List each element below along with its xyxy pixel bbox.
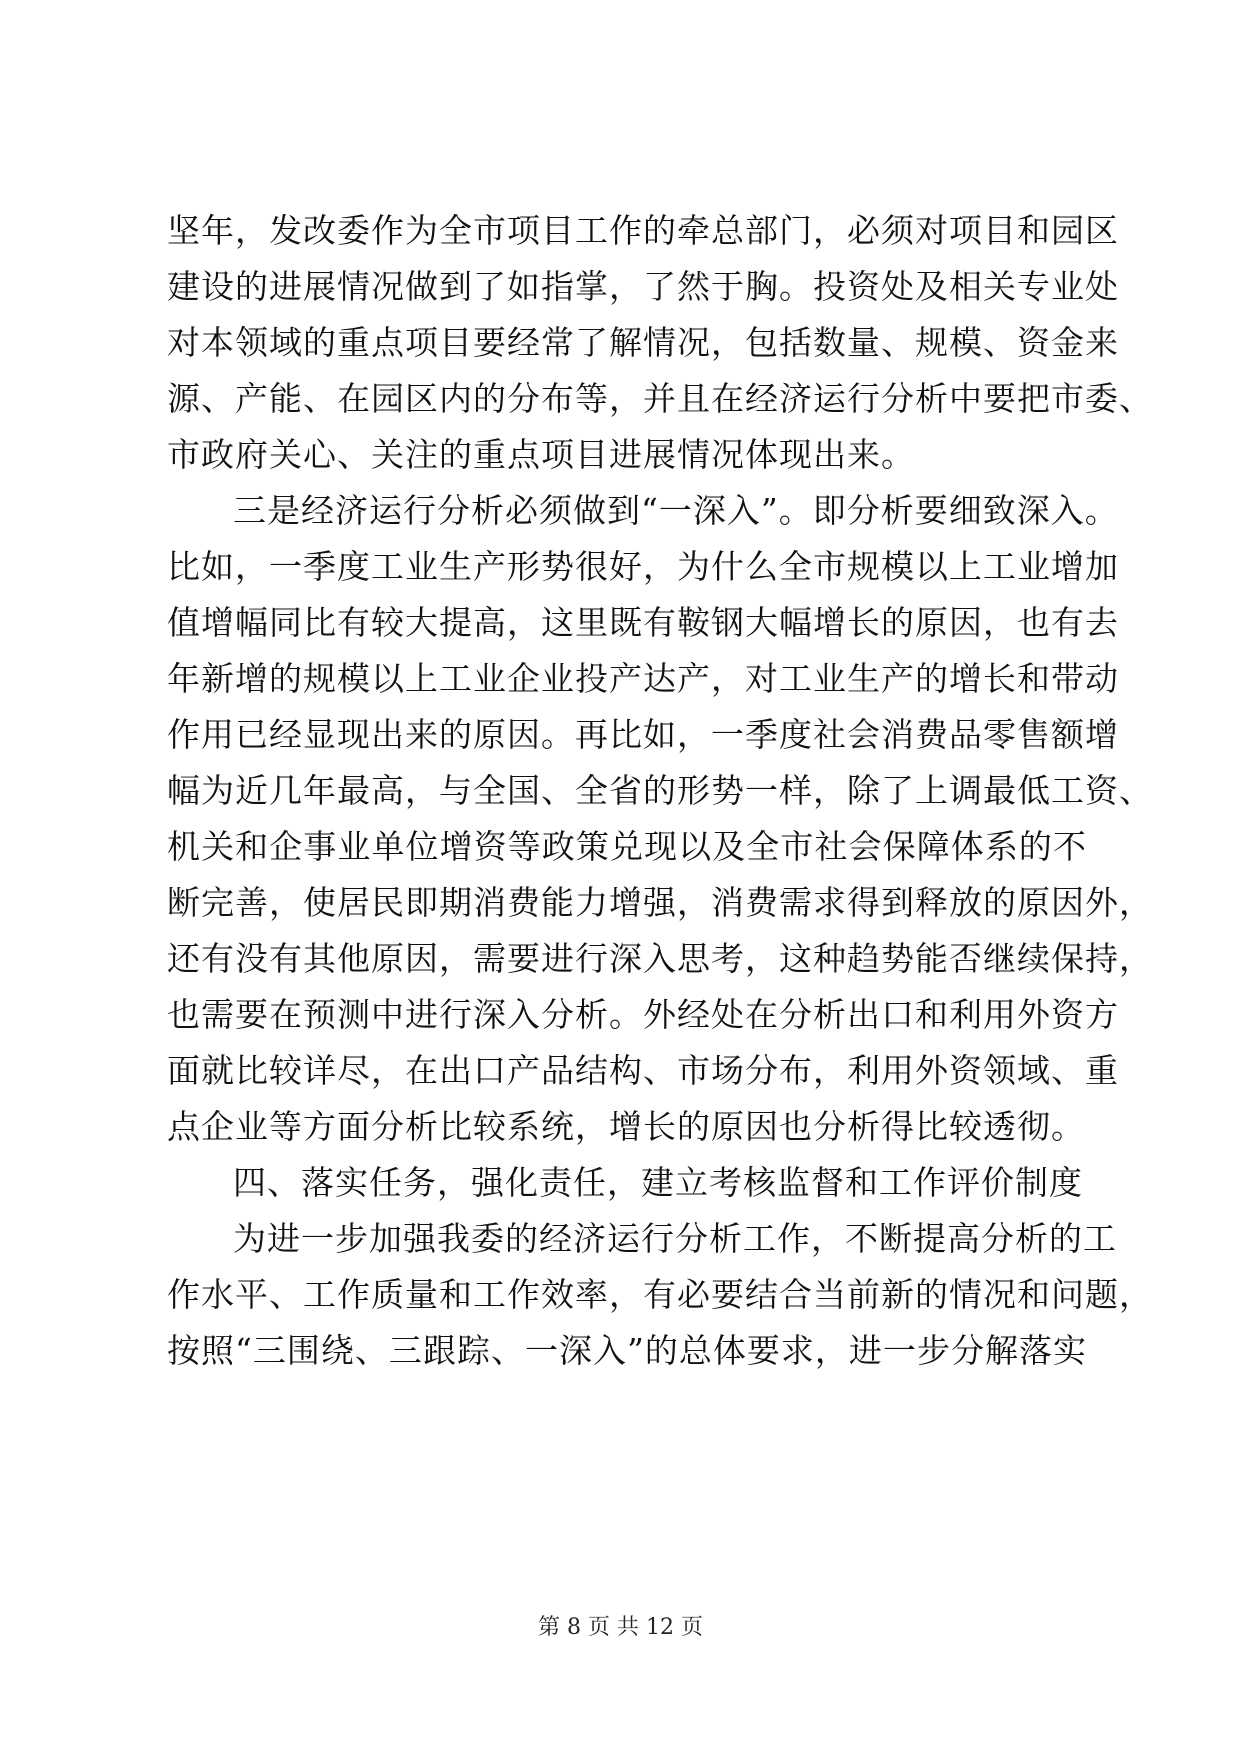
- text-line: 对本领域的重点项目要经常了解情况，包括数量、规模、资金来: [167, 323, 1119, 362]
- paragraph-first-line: 为进一步加强我委的经济运行分析工作，不断提高分析的工: [233, 1219, 1117, 1258]
- text-line: 面就比较详尽，在出口产品结构、市场分布，利用外资领域、重: [167, 1051, 1119, 1090]
- section-heading: 四、落实任务，强化责任，建立考核监督和工作评价制度: [233, 1163, 1083, 1202]
- text-line: 幅为近几年最高，与全国、全省的形势一样，除了上调最低工资、: [167, 771, 1153, 810]
- text-line: 比如，一季度工业生产形势很好，为什么全市规模以上工业增加: [167, 547, 1119, 586]
- text-line: 值增幅同比有较大提高，这里既有鞍钢大幅增长的原因，也有去: [167, 603, 1119, 642]
- text-line: 按照“三围绕、三跟踪、一深入”的总体要求，进一步分解落实: [167, 1331, 1087, 1370]
- text-line: 也需要在预测中进行深入分析。外经处在分析出口和利用外资方: [167, 995, 1119, 1034]
- text-line: 市政府关心、关注的重点项目进展情况体现出来。: [167, 435, 915, 474]
- text-line: 坚年，发改委作为全市项目工作的牵总部门，必须对项目和园区: [167, 211, 1119, 250]
- text-line: 建设的进展情况做到了如指掌，了然于胸。投资处及相关专业处: [167, 267, 1119, 306]
- paragraph-first-line: 三是经济运行分析必须做到“一深入”。即分析要细致深入。: [233, 491, 1119, 530]
- text-line: 断完善，使居民即期消费能力增强，消费需求得到释放的原因外，: [167, 883, 1153, 922]
- text-line: 点企业等方面分析比较系统，增长的原因也分析得比较透彻。: [167, 1107, 1085, 1146]
- text-line: 作水平、工作质量和工作效率，有必要结合当前新的情况和问题，: [167, 1275, 1153, 1314]
- text-line: 还有没有其他原因，需要进行深入思考，这种趋势能否继续保持，: [167, 939, 1153, 978]
- text-line: 机关和企事业单位增资等政策兑现以及全市社会保障体系的不: [167, 827, 1087, 866]
- page-footer: 第 8 页 共 12 页: [538, 1615, 703, 1640]
- text-line: 年新增的规模以上工业企业投产达产，对工业生产的增长和带动: [167, 659, 1119, 698]
- text-line: 源、产能、在园区内的分布等，并且在经济运行分析中要把市委、: [167, 379, 1153, 418]
- text-line: 作用已经显现出来的原因。再比如，一季度社会消费品零售额增: [167, 715, 1119, 754]
